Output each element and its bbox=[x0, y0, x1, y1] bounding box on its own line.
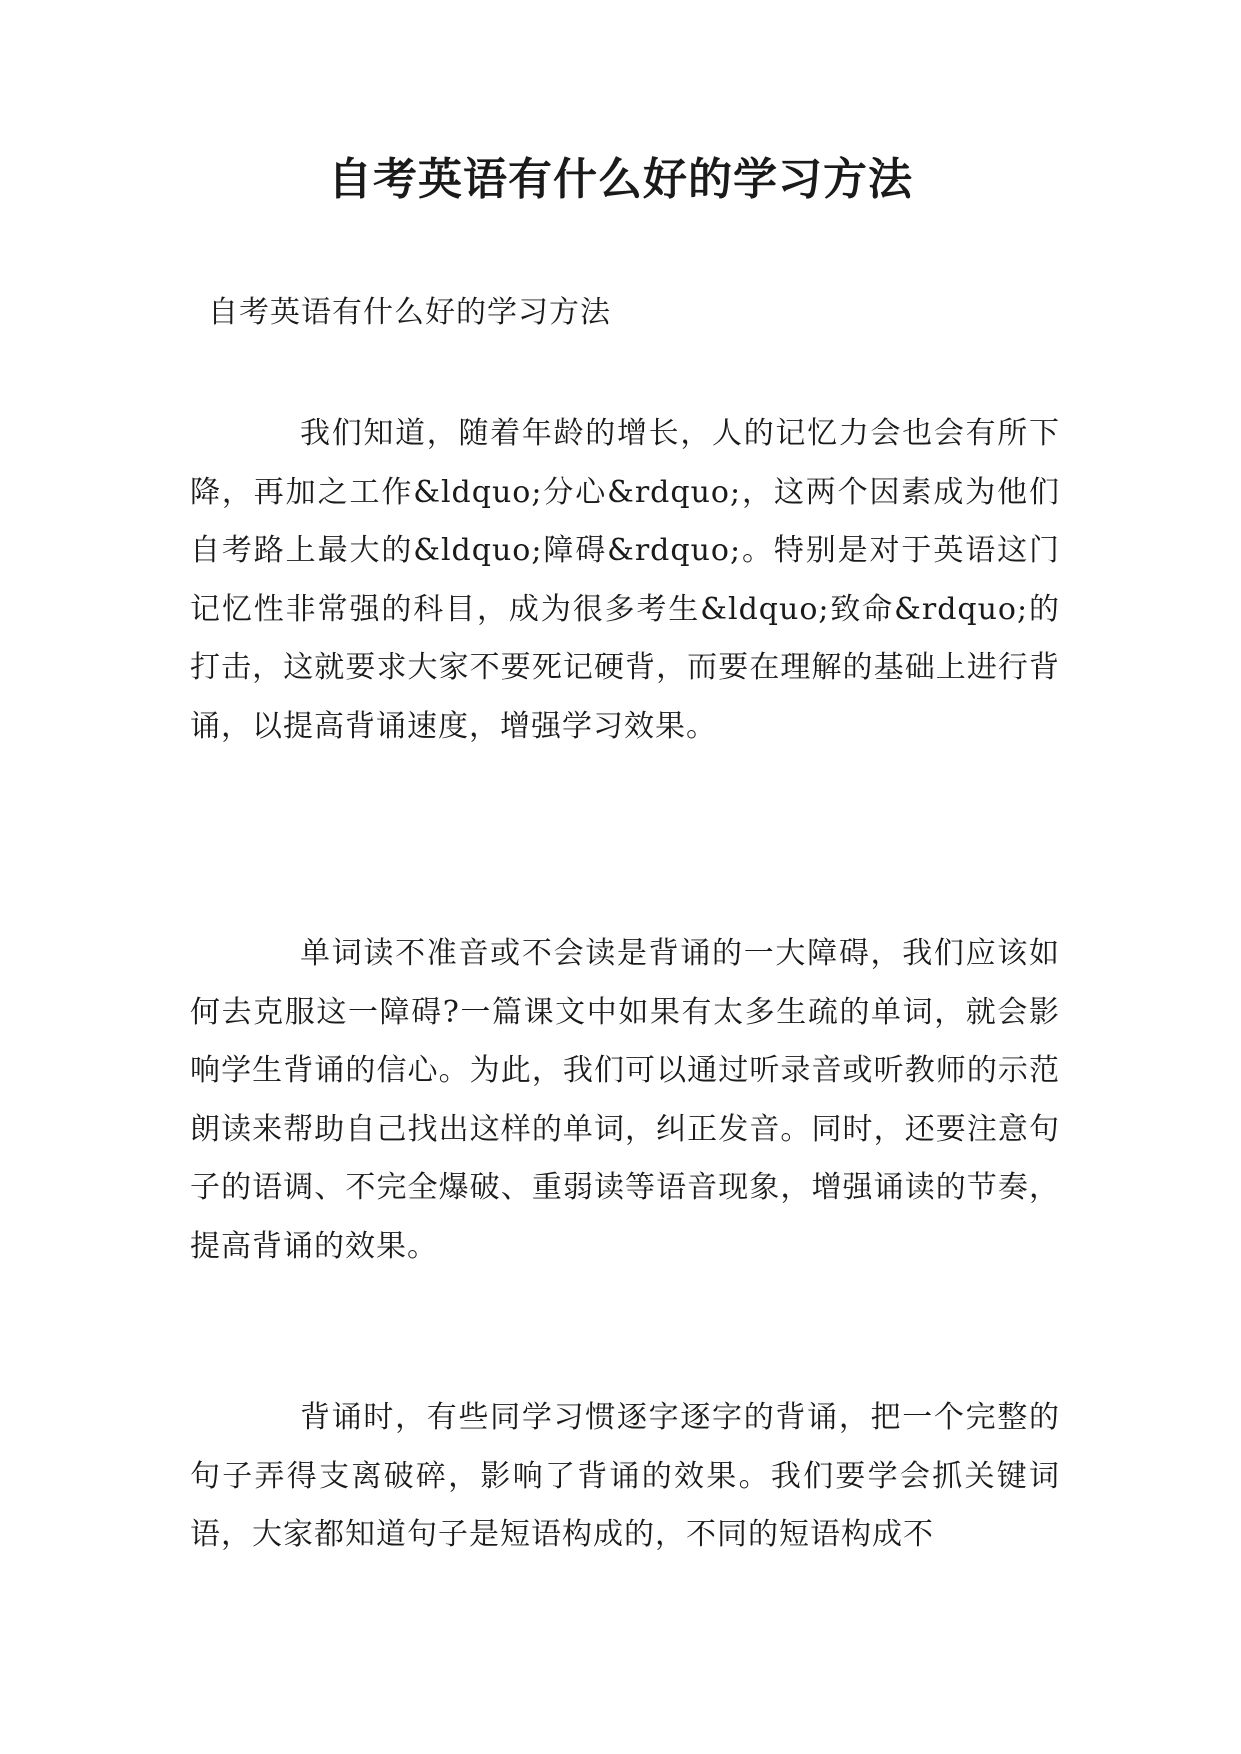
document-title: 自考英语有什么好的学习方法 bbox=[328, 154, 913, 205]
paragraph-1: 我们知道，随着年龄的增长，人的记忆力会也会有所下降，再加之工作&ldquo;分心&rdquo;，这两个因素成为他们自考路上最大的&ldquo;障碍&rdquo;。特别是对于英语这门记忆性非常强的科目，成为很多考生&ldquo;致命&rdquo;的打击，这就要求大家不要死记硬背，而要在理解的基础上进行背诵，以提高背诵速度，增强学习效果。 bbox=[190, 416, 1060, 744]
document-subtitle: 自考英语有什么好的学习方法 bbox=[208, 295, 611, 330]
paragraph-3: 背诵时，有些同学习惯逐字逐字的背诵，把一个完整的句子弄得支离破碎，影响了背诵的效果。我们要学会抓关键词语，大家都知道句子是短语构成的，不同的短语构成不 bbox=[190, 1400, 1060, 1552]
paragraph-2: 单词读不准音或不会读是背诵的一大障碍，我们应该如何去克服这一障碍?一篇课文中如果有太多生疏的单词，就会影响学生背诵的信心。为此，我们可以通过听录音或听教师的示范朗读来帮助自己找出这样的单词，纠正发音。同时，还要注意句子的语调、不完全爆破、重弱读等语音现象，增强诵读的节奏，提高背诵的效果。 bbox=[190, 936, 1060, 1264]
